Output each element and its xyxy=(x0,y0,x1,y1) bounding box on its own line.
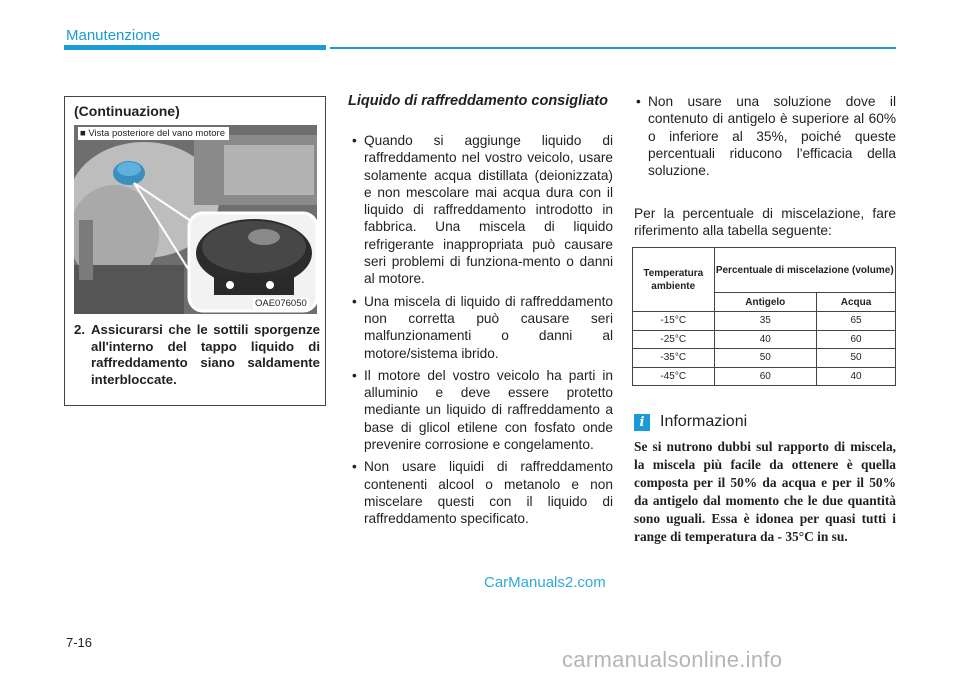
list-item: • Il motore del vostro veicolo ha parti in alluminio e deve essere protetto mediante un liquido di raffreddamento a base di glicol etilene con fosfato onde prevenire corrosione e congelamento. xyxy=(349,367,613,453)
list-item: • Non usare una soluzione dove il contenuto di antigelo è superiore al 60% o inferiore al 35%, poiché queste percentuali riducono l'efficacia della soluzione. xyxy=(633,93,896,179)
cell-temperature: -35°C xyxy=(633,349,715,368)
header-water: Acqua xyxy=(817,293,896,312)
coolant-bullet-list xyxy=(349,132,613,533)
header-temperature: Temperatura ambiente xyxy=(633,248,715,312)
square-bullet-icon: ■ xyxy=(80,128,86,139)
cell-antifreeze: 60 xyxy=(714,367,817,386)
info-title: Informazioni xyxy=(660,413,748,430)
info-icon: i xyxy=(634,414,650,431)
section-title: Manutenzione xyxy=(66,27,161,44)
coolant-subheading: Liquido di raffreddamento consigliato xyxy=(348,93,608,109)
cell-temperature: -15°C xyxy=(633,312,715,331)
step-text: Assicurarsi che le sottili sporgenze all'interno del tappo liquido di raffreddamento siano saldamente interbloccate. xyxy=(91,322,320,388)
cell-antifreeze: 35 xyxy=(714,312,817,331)
header-antifreeze: Antigelo xyxy=(714,293,817,312)
cell-temperature: -45°C xyxy=(633,367,715,386)
list-item: • Non usare liquidi di raffreddamento contenenti alcool o metanolo e non miscelare questi con il liquido di raffreddamento specificato. xyxy=(349,458,613,527)
cell-antifreeze: 40 xyxy=(714,330,817,349)
table-row xyxy=(633,349,896,368)
list-item: • Quando si aggiunge liquido di raffreddamento nel vostro veicolo, usare solamente acqua distillata (deionizzata) e non mescolare mai acqua dura con il liquido di raffreddamento introdotto in fabbrica. Una miscela di liquido refrigerante inappropriata può causare seri problemi di funziona-mento o danni al motore. xyxy=(349,132,613,288)
footer-watermark: carmanualsonline.info xyxy=(562,647,783,672)
figure-caption xyxy=(78,127,229,140)
header-rule-thick xyxy=(64,45,326,50)
engine-bay-illustration xyxy=(74,125,317,314)
cell-water: 65 xyxy=(817,312,896,331)
mixing-table xyxy=(632,247,896,386)
engine-bay-photo xyxy=(74,125,317,314)
header-rule-thin xyxy=(330,47,896,49)
page-number: 7-16 xyxy=(66,635,93,650)
header-percentage: Percentuale di miscelazione (volume) xyxy=(714,248,895,293)
table-intro: Per la percentuale di miscelazione, fare riferimento alla tabella seguente: xyxy=(634,206,896,239)
cell-temperature: -25°C xyxy=(633,330,715,349)
cell-water: 60 xyxy=(817,330,896,349)
watermark-link[interactable]: CarManuals2.com xyxy=(484,574,606,591)
figure-code: OAE076050 xyxy=(255,298,307,309)
cell-water: 50 xyxy=(817,349,896,368)
concentration-bullet-list xyxy=(633,93,896,179)
step-number: 2. xyxy=(74,322,85,337)
info-text: Se si nutrono dubbi sul rapporto di miscela, la miscela più facile da ottenere è quella composta per il 50% da acqua e per il 50% da antigelo dal momento che le due quantità sono uguali. Essa è idonea per quasi tutti i range di temperatura da - 35°C in su. xyxy=(634,439,896,544)
cell-antifreeze: 50 xyxy=(714,349,817,368)
list-item: • Una miscela di liquido di raffreddamento non corretta può causare seri malfunzionamenti o danni al motore/sistema ibrido. xyxy=(349,293,613,362)
figure-caption-text: Vista posteriore del vano motore xyxy=(88,128,225,139)
cell-water: 40 xyxy=(817,367,896,386)
continuation-title: (Continuazione) xyxy=(74,103,180,119)
table-row xyxy=(633,367,896,386)
table-row xyxy=(633,312,896,331)
step-2 xyxy=(74,322,320,389)
table-row xyxy=(633,330,896,349)
